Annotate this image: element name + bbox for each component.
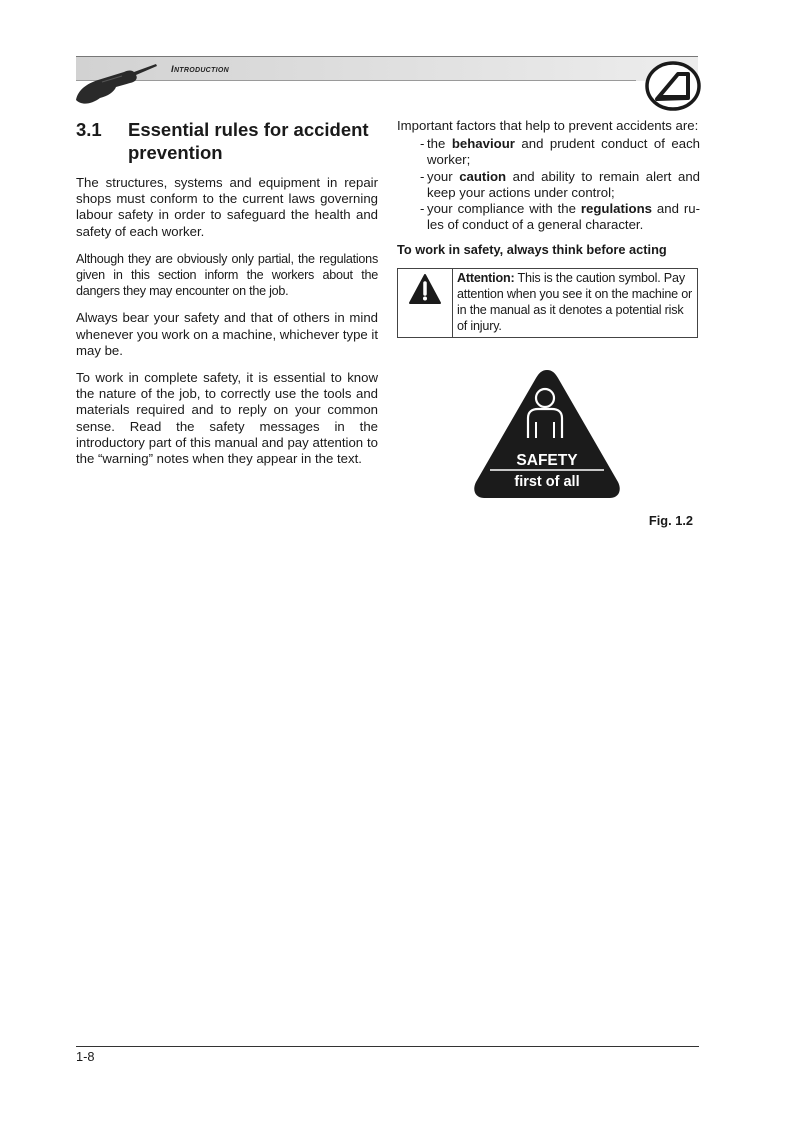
list-item bbox=[397, 169, 700, 201]
warning-triangle-icon bbox=[408, 273, 442, 305]
list-bold: caution bbox=[459, 168, 507, 184]
section-heading bbox=[76, 118, 378, 164]
page-number: 1-8 bbox=[76, 1049, 95, 1064]
safety-sign bbox=[470, 364, 624, 504]
brand-logo-icon bbox=[644, 60, 702, 112]
left-column bbox=[76, 118, 378, 478]
header-title: Introduction bbox=[171, 64, 229, 75]
list-item bbox=[397, 136, 700, 168]
factors-list bbox=[397, 136, 700, 233]
attention-body: This is the caution symbol. Pay attention when you see it on the machine or in the manual as it denotes a potential risk of injury. bbox=[457, 271, 693, 334]
paragraph-4: To work in complete safety, it is essential to know the nature of the job, to correctly use the tools and materials required and to reply on your common sense. Read the safety messages in the introductory part of this manual and pay attention to the “warning” notes when they appear in the text. bbox=[76, 370, 378, 467]
list-text: and ru-les of conduct of a general character. bbox=[427, 201, 700, 233]
list-item bbox=[397, 201, 700, 233]
header-bar bbox=[76, 56, 698, 81]
safety-subheading: To work in safety, always think before acting bbox=[397, 242, 667, 258]
list-text: and prudent conduct of each worker; bbox=[427, 136, 700, 168]
factors-intro: Important factors that help to prevent accidents are: bbox=[397, 118, 699, 133]
list-dash: - bbox=[420, 201, 425, 217]
paragraph-2: Although they are obviously only partial, the regulations given in this section inform the workers about the dangers they may encounter on the job. bbox=[76, 251, 378, 299]
section-title: Essential rules for accident prevention bbox=[128, 119, 369, 163]
attention-icon-cell bbox=[398, 269, 453, 337]
footer-rule bbox=[76, 1046, 699, 1047]
section-number: 3.1 bbox=[76, 119, 102, 140]
sign-line-2: first of all bbox=[514, 474, 580, 490]
list-text: the bbox=[427, 136, 452, 152]
list-dash: - bbox=[420, 168, 425, 184]
list-dash: - bbox=[420, 136, 425, 152]
list-bold: regulations bbox=[580, 201, 652, 217]
list-text: your compliance with the bbox=[427, 201, 581, 217]
list-bold: behaviour bbox=[451, 136, 515, 152]
figure-label: Fig. 1.2 bbox=[648, 513, 693, 528]
attention-label: Attention: bbox=[457, 271, 515, 286]
paragraph-3: Always bear your safety and that of others in mind whenever you work on a machine, whichever type it may be. bbox=[76, 310, 378, 358]
pointing-hand-icon bbox=[72, 60, 160, 108]
right-column bbox=[397, 118, 700, 338]
header-underline bbox=[76, 80, 636, 81]
attention-text bbox=[453, 269, 697, 337]
list-text: and ability to remain alert and keep your actions under control; bbox=[427, 168, 700, 200]
attention-box bbox=[397, 268, 698, 338]
list-text: your bbox=[427, 168, 460, 184]
sign-line-1: SAFETY bbox=[516, 452, 578, 469]
paragraph-1: The structures, systems and equipment in repair shops must conform to the current laws governing labour safety in order to safeguard the health and safety of each worker. bbox=[76, 175, 378, 239]
